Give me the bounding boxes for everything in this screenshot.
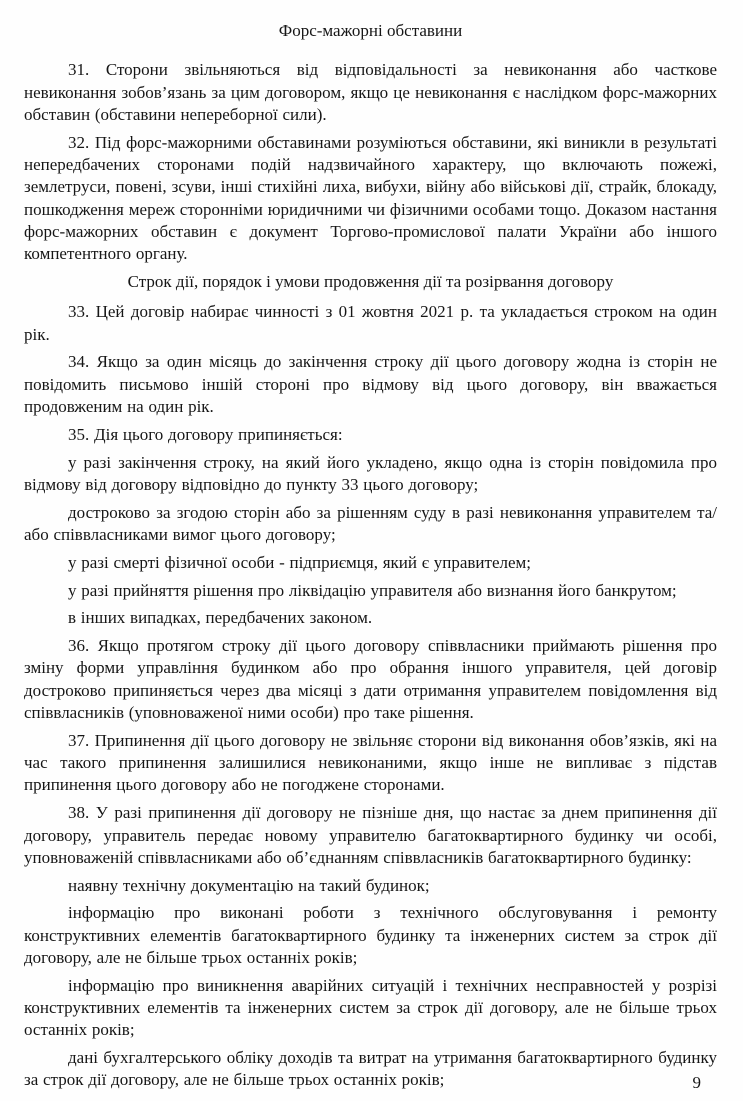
paragraph-35-subitem-early-termination: достроково за згодою сторін або за рішенням суду в разі невиконання управителем та/або співвласниками вимог цього договору; — [24, 502, 717, 544]
section-heading-force-majeure: Форс-мажорні обставини — [278, 21, 463, 40]
paragraph-37: 37. Припинення дії цього договору не звільняє сторони від виконання обов’язків, які на час такого припинення залишилися невиконаними, якщо інше не випливає з підстав припинення цього договору або не погоджене сторонами. — [24, 730, 717, 795]
paragraph-32: 32. Під форс-мажорними обставинами розуміються обставини, які виникли в результаті непередбачених сторонами подій надзвичайного характеру, що включають пожежі, землетруси, повені, зсуви, інші стихійні лиха, вибухи, війну або військові дії, страйк, блокаду, пошкодження мереж сторонніми юридичними чи фізичними особами тощо. Доказом настання форс-мажорних обставин є документ Торгово-промислової палати України або іншого компетентного органу. — [24, 132, 717, 264]
paragraph-35-subitem-other-cases: в інших випадках, передбачених законом. — [68, 608, 373, 628]
paragraph-35-subitem-expiry: у разі закінчення строку, на який його укладено, якщо одна із сторін повідомила про відмову від договору відповідно до пункту 33 цього договору; — [24, 452, 717, 494]
paragraph-38-subitem-technical-documentation: наявну технічну документацію на такий будинок; — [68, 875, 430, 895]
section-heading-term-of-contract: Строк дії, порядок і умови продовження дії та розірвання договору — [127, 271, 614, 291]
paragraph-35-subitem-liquidation: у разі прийняття рішення про ліквідацію управителя або визнання його банкрутом; — [68, 580, 677, 600]
paragraph-38: 38. У разі припинення дії договору не пізніше дня, що настає за днем припинення дії договору, управитель передає новому управителю багатоквартирного будинку чи особі, уповноваженій співвласниками або об’єднанням співвласників багатоквартирного будинку: — [24, 803, 717, 867]
paragraph-38-subitem-emergency-info: інформацію про виникнення аварійних ситуацій і технічних несправностей у розрізі конструктивних елементів та інженерних систем за строк дії договору, але не більше трьох останніх років; — [24, 975, 717, 1040]
page-number: 9 — [692, 1073, 701, 1092]
paragraph-35-subitem-death: у разі смерті фізичної особи - підприємця, який є управителем; — [68, 552, 532, 572]
paragraph-35: 35. Дія цього договору припиняється: — [68, 424, 343, 444]
paragraph-36: 36. Якщо протягом строку дії цього договору співвласники приймають рішення про зміну форми управління будинком або про обрання іншого управителя, цей договір достроково припиняється через два місяці з дати отримання управителем повідомлення від співвласників (уповноваженої ними особи) про таке рішення. — [24, 636, 717, 723]
paragraph-33: 33. Цей договір набирає чинності з 01 жовтня 2021 р. та укладається строком на один рік. — [24, 302, 717, 344]
paragraph-38-subitem-accounting-data: дані бухгалтерського обліку доходів та витрат на утримання багатоквартирного будинку за строк дії договору, але не більше трьох останніх років; — [24, 1048, 717, 1090]
paragraph-31: 31. Сторони звільняються від відповідальності за невиконання або часткове невиконання зобов’язань за цим договором, якщо це невиконання є наслідком форс-мажорних обставин (обставини непереборної сили). — [24, 60, 717, 124]
paragraph-34: 34. Якщо за один місяць до закінчення строку дії цього договору жодна із сторін не повідомить письмово іншій стороні про відмову від цього договору, він вважається продовженим на один рік. — [24, 352, 717, 416]
paragraph-38-subitem-completed-works-info: інформацію про виконані роботи з технічного обслуговування і ремонту конструктивних елементів багатоквартирного будинку та інженерних систем за строк дії договору, але не більше трьох останніх років; — [24, 903, 717, 967]
